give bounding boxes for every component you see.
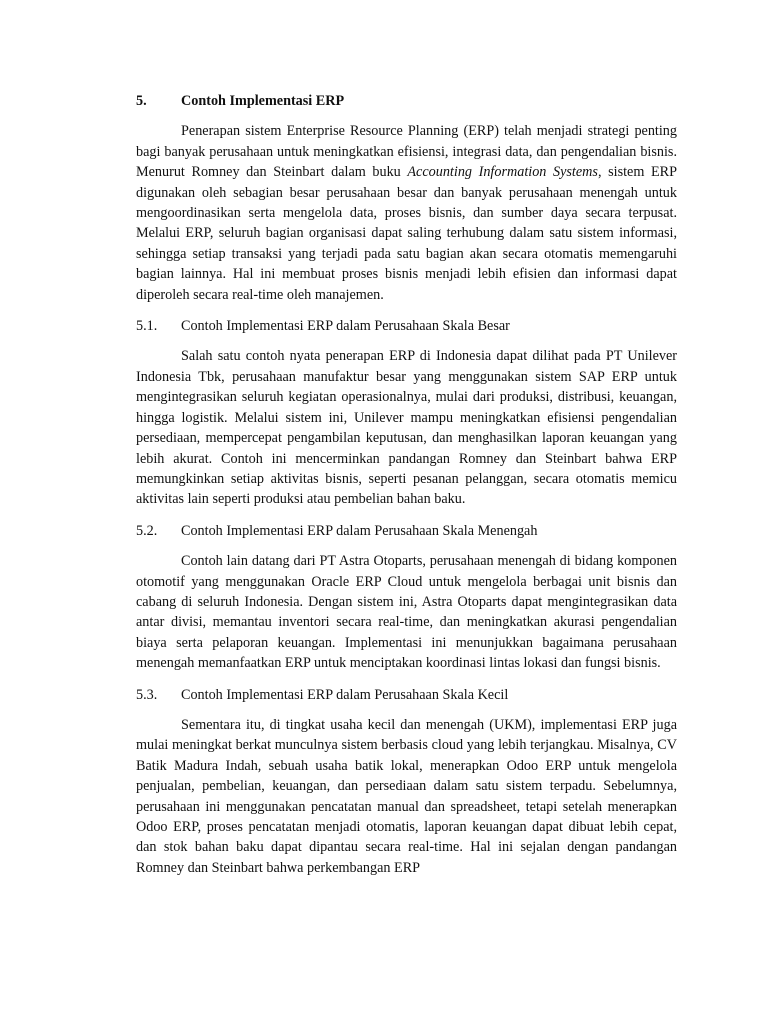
subsection-number: 5.2. — [136, 522, 158, 539]
subsection-number: 5.3. — [136, 686, 158, 703]
subsection-number: 5.1. — [136, 318, 158, 335]
intro-paragraph — [136, 121, 677, 305]
subsection-paragraph-medium: Contoh lain datang dari PT Astra Otoparts, perusahaan menengah di bidang komponen otomotif yang menggunakan Oracle ERP Cloud untuk mengelola berbagai unit bisnis dan cabang di seluruh Indonesia. Dengan sistem ini, Astra Otoparts dapat mengintegrasikan data antar divisi, memantau inventori secara real-time, dan meningkatkan akurasi pengendalian biaya serta pelaporan keuangan. Implementasi ini menunjukkan bagaimana perusahaan menengah memanfaatkan ERP untuk menciptakan koordinasi lintas lokasi dan fungsi bisnis. — [136, 553, 677, 672]
subsection-paragraph-small: Sementara itu, di tingkat usaha kecil dan menengah (UKM), implementasi ERP juga mulai meningkat berkat munculnya sistem berbasis cloud yang lebih terjangkau. Misalnya, CV Batik Madura Indah, sebuah usaha batik lokal, menerapkan Odoo ERP untuk mengelola penjualan, pembelian, keuangan, dan persediaan dalam satu sistem terpadu. Sebelumnya, perusahaan ini menggunakan pencatatan manual dan spreadsheet, tetapi setelah menerapkan Odoo ERP, proses pencatatan menjadi otomatis, laporan keuangan dapat dibuat lebih cepat, dan stok bahan baku dapat dipantau secara real-time. Hal ini sejalan dengan pandangan Romney dan Steinbart bahwa perkembangan ERP — [136, 716, 677, 876]
intro-text-start: Penerapan sistem Enterprise Resource Planning (ERP) telah menjadi strategi penting bagi banyak perusahaan untuk meningkatkan efisiensi, integrasi data, dan pengendalian bisnis. Menurut Romney dan Steinbart dalam buku — [136, 123, 677, 181]
document-page — [136, 91, 677, 889]
subsection-paragraph-large: Salah satu contoh nyata penerapan ERP di Indonesia dapat dilihat pada PT Unilever Indonesia Tbk, perusahaan manufaktur besar yang menggunakan sistem SAP ERP untuk mengintegrasikan seluruh kegiatan operasionalnya, mulai dari produksi, distribusi, keuangan, hingga logistik. Melalui sistem ini, Unilever mampu meningkatkan efisiensi pengendalian persediaan, mempercepat pengambilan keputusan, dan menghasilkan laporan keuangan yang lebih akurat. Contoh ini mencerminkan pandangan Romney dan Steinbart bahwa ERP memungkinkan setiap aktivitas bisnis, seperti pesanan pelanggan, secara otomatis memicu aktivitas lain seperti produksi atau pembelian bahan baku. — [136, 348, 677, 508]
subsection-heading-medium — [136, 521, 677, 541]
subsection-title: Contoh Implementasi ERP dalam Perusahaan Skala Menengah — [181, 522, 538, 539]
intro-text-end: , sistem ERP digunakan oleh sebagian besar perusahaan besar dan banyak perusahaan menengah untuk mengoordinasikan serta mengelola data, proses bisnis, dan sumber daya secara terpusat. Melalui ERP, seluruh bagian organisasi dapat saling terhubung dalam satu sistem informasi, sehingga setiap transaksi yang terjadi pada satu bagian akan secara otomatis memengaruhi bagian lainnya. Hal ini membuat proses bisnis menjadi lebih efisien dan informasi dapat diperoleh secara real-time oleh manajemen. — [136, 164, 678, 303]
section-heading — [136, 91, 677, 111]
book-title: Accounting Information Systems — [407, 164, 598, 181]
subsection-heading-small — [136, 685, 677, 705]
subsection-title: Contoh Implementasi ERP dalam Perusahaan Skala Kecil — [181, 686, 509, 703]
section-title: Contoh Implementasi ERP — [181, 93, 345, 109]
subsection-title: Contoh Implementasi ERP dalam Perusahaan Skala Besar — [181, 318, 510, 335]
subsection-heading-large — [136, 316, 677, 336]
section-number: 5. — [136, 93, 147, 109]
